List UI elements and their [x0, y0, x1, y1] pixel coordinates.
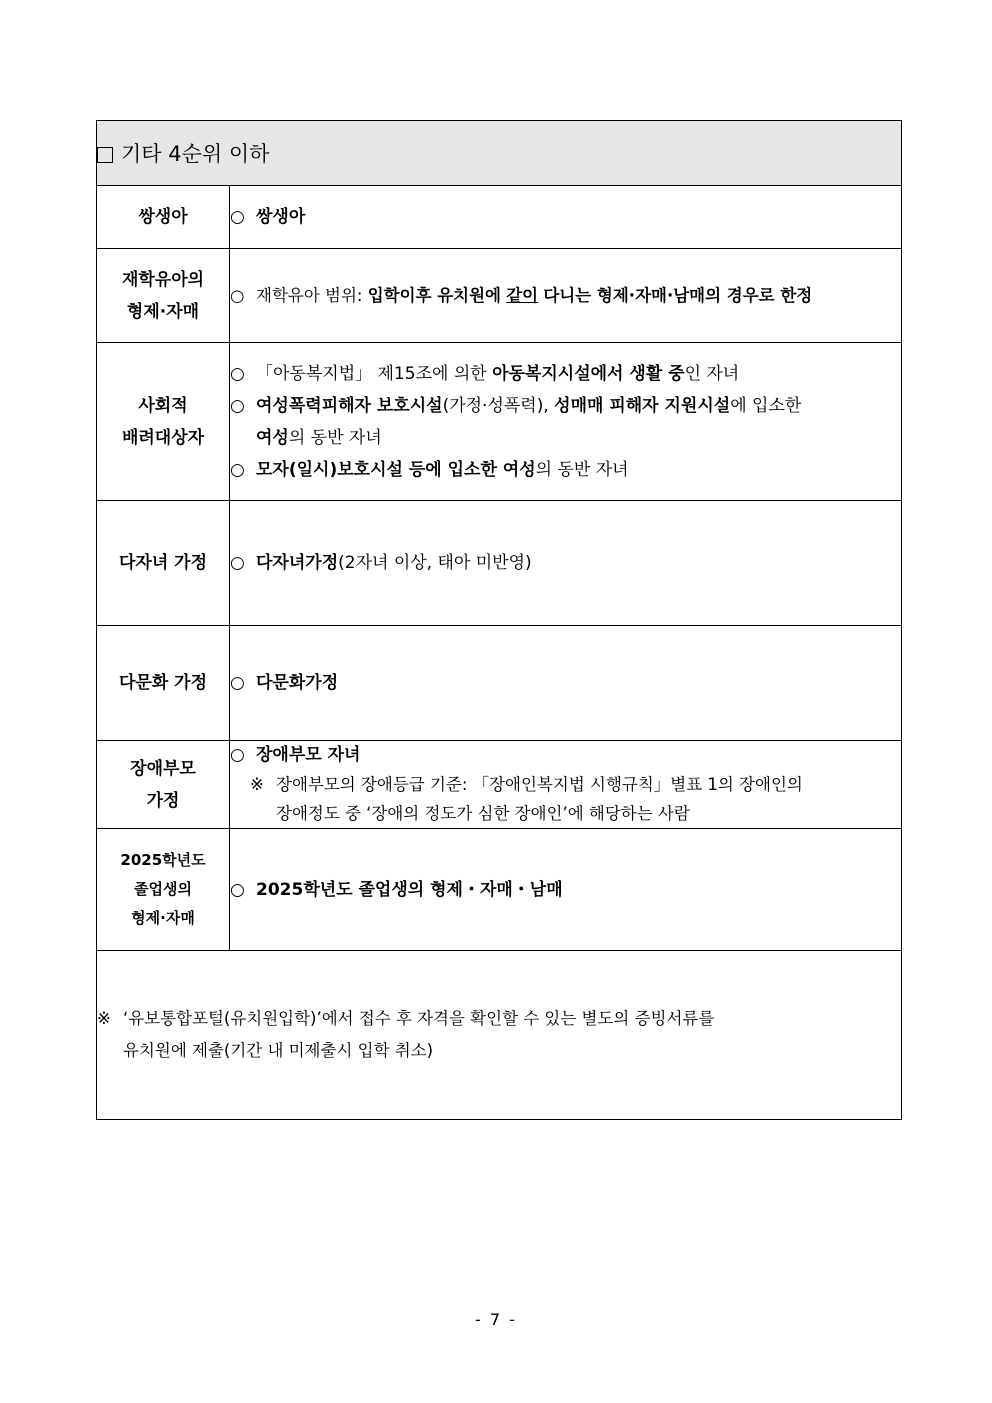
footer-note: ※ ‘유보통합포털(유치원입학)’에서 접수 후 자격을 확인할 수 있는 별도의 증빙서류를 유치원에 제출(기간 내 미제출시 입학 취소): [97, 951, 902, 1120]
checkbox-square-icon: [97, 147, 113, 163]
table-row: [97, 343, 902, 501]
content-cell: ○ 2025학년도 졸업생의 형제・자매・남매: [230, 829, 902, 951]
category-cell: 쌍생아: [97, 186, 230, 249]
content-cell: ○ 쌍생아: [230, 186, 902, 249]
table-row: [97, 501, 902, 626]
table-header-row: [97, 121, 902, 186]
content-cell: ○ 「아동복지법」 제15조에 의한 아동복지시설에서 생활 중인 자녀 ○ 여성폭력피해자 보호시설(가정·성폭력), 성매매 피해자 지원시설에 입소한 여성의 동반 자녀 ○ 모자(일시)보호시설 등에 입소한 여성의 동반 자녀: [230, 343, 902, 501]
bullet-circle-icon: ○: [230, 879, 245, 900]
table-row: [97, 741, 902, 829]
content-cell: ○ 장애부모 자녀 ※ 장애부모의 장애등급 기준: 「장애인복지법 시행규칙」별표 1의 장애인의 장애정도 중 ‘장애의 정도가 심한 장애인’에 해당하는 사람: [230, 741, 902, 829]
content-cell: ○ 다자녀가정(2자녀 이상, 태아 미반영): [230, 501, 902, 626]
table-row: [97, 249, 902, 343]
bullet-circle-icon: ○: [230, 745, 245, 765]
bullet-circle-icon: ○: [230, 395, 245, 416]
bullet-circle-icon: ○: [230, 207, 245, 227]
reference-mark-icon: ※: [97, 1009, 111, 1028]
content-cell: ○ 재학유아 범위: 입학이후 유치원에 같이 다니는 형제·자매·남매의 경우로 한정: [230, 249, 902, 343]
category-cell: 장애부모 가정: [97, 741, 230, 829]
bullet-circle-icon: ○: [230, 553, 245, 573]
content-cell: ○ 다문화가정: [230, 626, 902, 741]
category-cell: 사회적 배려대상자: [97, 343, 230, 501]
section-title: 기타 4순위 이하: [121, 142, 270, 166]
table-footer-row: [97, 951, 902, 1120]
table-row: [97, 186, 902, 249]
category-cell: 재학유아의 형제·자매: [97, 249, 230, 343]
table-row: [97, 829, 902, 951]
bullet-circle-icon: ○: [230, 363, 245, 384]
bullet-circle-icon: ○: [230, 673, 245, 693]
section-header: [97, 121, 902, 186]
page-number: - 7 -: [475, 1310, 517, 1329]
reference-mark-icon: ※: [250, 775, 264, 794]
category-cell: 다문화 가정: [97, 626, 230, 741]
priority-table: [96, 120, 902, 1120]
category-cell: 2025학년도 졸업생의 형제·자매: [97, 829, 230, 951]
category-cell: 다자녀 가정: [97, 501, 230, 626]
bullet-circle-icon: ○: [230, 459, 245, 480]
table-row: [97, 626, 902, 741]
bullet-circle-icon: ○: [230, 285, 245, 305]
